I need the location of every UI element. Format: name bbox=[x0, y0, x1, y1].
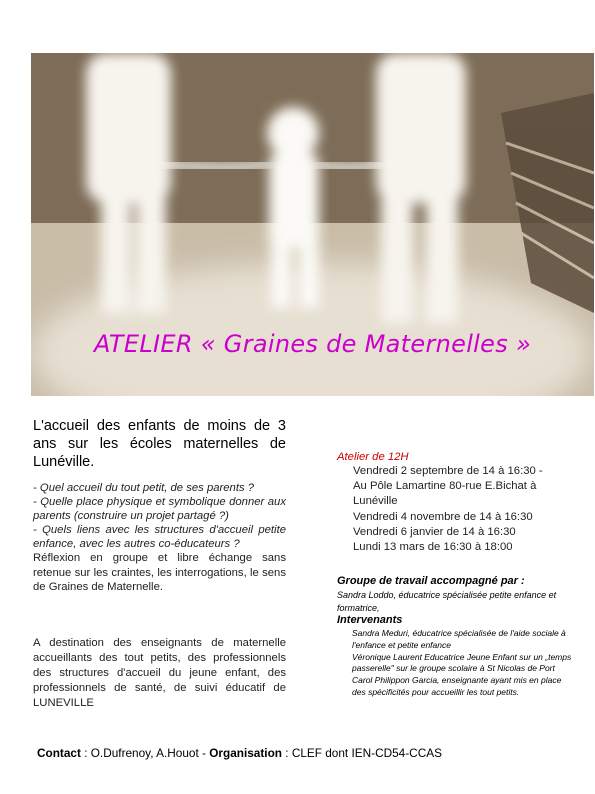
hero-photo bbox=[31, 53, 594, 396]
footer bbox=[37, 746, 442, 760]
schedule-line: Lunéville bbox=[353, 495, 398, 508]
organisation-value: : CLEF dont IEN-CD54-CCAS bbox=[281, 746, 442, 760]
intervenant-item: Véronique Laurent Educatrice Jeune Enfant sur un „temps passerelle" sur le groupe scolaire à St Nicolas de Port bbox=[352, 651, 572, 674]
contact-label: Contact bbox=[37, 746, 81, 760]
destination-text: A destination des enseignants de maternelle accueillants des tout petits, des professionnels des structures d'accueil du jeune enfant, des professionnels de santé, de suivi éducatif de LUNEVILLE bbox=[33, 637, 286, 709]
questions-block bbox=[33, 481, 286, 594]
intervenant-item: Sandra Meduri, éducatrice spécialisée de l'aide sociale à l'enfance et petite enfance bbox=[352, 628, 566, 650]
reflection-text: Réflexion en groupe et libre échange sans retenue sur les craintes, les interrogations, le sens de Graines de Maternelle. bbox=[33, 552, 286, 593]
groupe-text: Sandra Loddo, éducatrice spécialisée petite enfance et formatrice, bbox=[337, 590, 557, 613]
groupe-heading: Groupe de travail accompagné par : bbox=[337, 575, 525, 587]
organisation-label: Organisation bbox=[209, 746, 282, 760]
schedule-line: Au Pôle Lamartine 80-rue E.Bichat à bbox=[353, 480, 537, 493]
question-item: - Quels liens avec les structures d'accueil petite enfance, avec les autres co-éducateurs ? bbox=[33, 524, 286, 551]
question-item: - Quel accueil du tout petit, de ses parents ? bbox=[33, 482, 255, 494]
contact-value: : O.Dufrenoy, A.Houot - bbox=[80, 746, 210, 760]
intervenants-heading: Intervenants bbox=[337, 614, 403, 626]
intervenant-item: Carol Philippon Garcia, enseignante ayant mis en place des spécificités pour accueillir les tout petits. bbox=[352, 675, 562, 697]
page-title: ATELIER « Graines de Maternelles » bbox=[93, 330, 532, 358]
question-item: - Quelle place physique et symbolique donner aux parents (construire un projet partagé ?) bbox=[33, 496, 286, 523]
schedule-line: Vendredi 2 septembre de 14 à 16:30 - bbox=[353, 465, 543, 477]
atelier-schedule bbox=[353, 464, 573, 555]
atelier-heading: Atelier de 12H bbox=[337, 451, 409, 463]
schedule-line: Vendredi 4 novembre de 14 à 16:30 bbox=[353, 510, 533, 523]
schedule-line: Lundi 13 mars de 16:30 à 18:00 bbox=[353, 541, 513, 554]
intervenants-list bbox=[352, 628, 574, 699]
schedule-line: Vendredi 6 janvier de 14 à 16:30 bbox=[353, 525, 516, 538]
intro-text: L'accueil des enfants de moins de 3 ans sur les écoles maternelles de Lunéville. bbox=[33, 418, 286, 470]
